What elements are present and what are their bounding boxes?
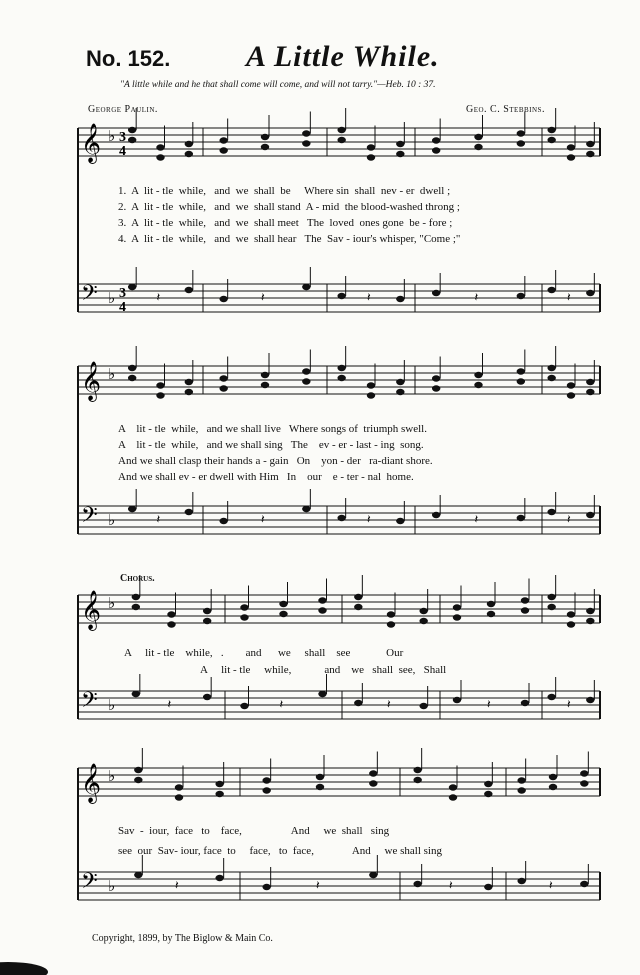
- notehead: [302, 140, 310, 146]
- notehead: [316, 774, 324, 780]
- composer-credit: Geo. C. Stebbins.: [466, 104, 545, 115]
- notehead: [261, 144, 269, 150]
- notehead: [156, 392, 164, 398]
- notehead: [567, 144, 575, 150]
- notehead: [396, 518, 404, 524]
- notehead: [132, 604, 140, 610]
- notehead: [567, 382, 575, 388]
- notehead: [134, 872, 142, 878]
- notehead: [419, 608, 427, 614]
- verse-1-line-1: 1. A lit - tle while, and we shall be Where sin shall nev - er dwell ;: [118, 185, 451, 197]
- notehead: [586, 618, 594, 624]
- notehead: [517, 293, 525, 299]
- key-flat: ♭: [108, 594, 116, 612]
- notehead: [203, 608, 211, 614]
- notehead: [586, 379, 594, 385]
- notehead: [337, 127, 345, 133]
- notehead: [219, 296, 227, 302]
- rest: 𝄽: [474, 290, 479, 304]
- notehead: [128, 284, 136, 290]
- chorus-lyric-1-bass: A lit - tle while, and we shall see, Shall: [200, 664, 447, 676]
- notehead: [337, 365, 345, 371]
- verse-3-line-2: And we shall clasp their hands a - gain On yon - der ra-diant shore.: [118, 455, 433, 467]
- notehead: [567, 392, 575, 398]
- notehead: [453, 614, 461, 620]
- notehead: [302, 284, 310, 290]
- notehead: [185, 379, 193, 385]
- bass-clef: 𝄢: [81, 281, 98, 311]
- notehead: [396, 296, 404, 302]
- notehead: [547, 509, 555, 515]
- verse-4-line-2: And we shall ev - er dwell with Him In our e - ter - nal home.: [118, 471, 414, 483]
- notehead: [487, 611, 495, 617]
- notehead: [432, 137, 440, 143]
- notehead: [262, 884, 270, 890]
- bass-clef: 𝄢: [81, 688, 98, 718]
- treble-clef: 𝄞: [81, 361, 102, 401]
- notehead: [517, 378, 525, 384]
- notehead: [586, 141, 594, 147]
- notehead: [167, 611, 175, 617]
- notehead: [396, 151, 404, 157]
- notehead: [580, 881, 588, 887]
- notehead: [261, 382, 269, 388]
- notehead: [413, 881, 421, 887]
- notehead: [240, 604, 248, 610]
- chorus-lyric-1-soprano: A lit - tle while, . and we shall see Our: [124, 647, 404, 659]
- notehead: [487, 601, 495, 607]
- treble-clef: 𝄞: [81, 123, 102, 163]
- notehead: [547, 604, 555, 610]
- verse-1-line-2: A lit - tle while, and we shall live Where songs of triumph swell.: [118, 423, 427, 435]
- notehead: [175, 784, 183, 790]
- lyricist-credit: George Paulin.: [88, 104, 158, 115]
- notehead: [302, 130, 310, 136]
- notehead: [387, 611, 395, 617]
- rest: 𝄽: [367, 290, 371, 304]
- notehead: [369, 770, 377, 776]
- notehead: [586, 290, 594, 296]
- time-signature: 4: [119, 300, 126, 315]
- notehead: [367, 392, 375, 398]
- notehead: [185, 389, 193, 395]
- notehead: [279, 611, 287, 617]
- treble-clef: 𝄞: [81, 763, 102, 803]
- notehead: [318, 607, 326, 613]
- notehead: [387, 621, 395, 627]
- notehead: [132, 594, 140, 600]
- notehead: [156, 144, 164, 150]
- rest: 𝄽: [387, 697, 391, 711]
- verse-2-line-2: A lit - tle while, and we shall sing The ev - er - last - ing song.: [118, 439, 424, 451]
- notehead: [449, 784, 457, 790]
- scripture-epigraph: "A little while and he that shall come will come, and will not tarry."—Heb. 10 : 37.: [120, 80, 436, 90]
- notehead: [547, 127, 555, 133]
- notehead: [517, 130, 525, 136]
- notehead: [586, 697, 594, 703]
- notehead: [521, 700, 529, 706]
- notehead: [396, 379, 404, 385]
- notehead: [337, 137, 345, 143]
- notehead: [240, 703, 248, 709]
- notehead: [219, 147, 227, 153]
- notehead: [517, 515, 525, 521]
- notehead: [134, 767, 142, 773]
- notehead: [517, 368, 525, 374]
- notehead: [549, 784, 557, 790]
- notehead: [215, 791, 223, 797]
- notehead: [156, 154, 164, 160]
- notehead: [517, 787, 525, 793]
- rest: 𝄽: [175, 878, 179, 892]
- notehead: [453, 697, 461, 703]
- notehead: [547, 365, 555, 371]
- notehead: [203, 618, 211, 624]
- notehead: [219, 385, 227, 391]
- notehead: [261, 134, 269, 140]
- notehead: [185, 287, 193, 293]
- rest: 𝄽: [167, 697, 172, 711]
- notehead: [432, 290, 440, 296]
- notehead: [547, 137, 555, 143]
- time-signature: 3: [119, 130, 126, 145]
- rest: 𝄽: [156, 512, 161, 526]
- notehead: [413, 777, 421, 783]
- notehead: [419, 618, 427, 624]
- notehead: [219, 375, 227, 381]
- notehead: [134, 777, 142, 783]
- notehead: [367, 382, 375, 388]
- notehead: [128, 127, 136, 133]
- notehead: [484, 791, 492, 797]
- notehead: [517, 140, 525, 146]
- notehead: [167, 621, 175, 627]
- notehead: [203, 694, 211, 700]
- notehead: [432, 512, 440, 518]
- treble-clef: 𝄞: [81, 590, 102, 630]
- notehead: [474, 144, 482, 150]
- rest: 𝄽: [549, 878, 553, 892]
- notehead: [128, 137, 136, 143]
- key-flat: ♭: [108, 696, 116, 714]
- notehead: [128, 365, 136, 371]
- notehead: [419, 703, 427, 709]
- notehead: [547, 694, 555, 700]
- chorus-label: Chorus.: [120, 573, 155, 584]
- notehead: [367, 144, 375, 150]
- notehead: [354, 700, 362, 706]
- notehead: [337, 375, 345, 381]
- rest: 𝄽: [567, 697, 571, 711]
- notehead: [586, 512, 594, 518]
- notehead: [302, 368, 310, 374]
- notehead: [302, 378, 310, 384]
- notehead: [128, 375, 136, 381]
- notehead: [484, 781, 492, 787]
- notehead: [586, 389, 594, 395]
- notehead: [567, 154, 575, 160]
- key-flat: ♭: [108, 767, 116, 785]
- notehead: [547, 375, 555, 381]
- hymn-number: No. 152.: [86, 46, 171, 71]
- notehead: [580, 780, 588, 786]
- notehead: [474, 134, 482, 140]
- notehead: [547, 594, 555, 600]
- notehead: [517, 777, 525, 783]
- notehead: [156, 382, 164, 388]
- notehead: [185, 141, 193, 147]
- notehead: [453, 604, 461, 610]
- notehead: [586, 608, 594, 614]
- notehead: [354, 594, 362, 600]
- notehead: [185, 151, 193, 157]
- notehead: [318, 691, 326, 697]
- chorus-lyric-2-bass: see our Sav- iour, face to face, to face, And we shall sing: [118, 845, 442, 857]
- key-flat: ♭: [108, 511, 116, 529]
- notehead: [521, 607, 529, 613]
- bass-clef: 𝄢: [81, 503, 98, 533]
- notehead: [547, 287, 555, 293]
- notehead: [474, 382, 482, 388]
- key-flat: ♭: [108, 289, 116, 307]
- verse-4-line-1: 4. A lit - tle while, and we shall hear The Sav - iour's whisper, "Come ;": [118, 233, 461, 245]
- rest: 𝄽: [279, 697, 284, 711]
- rest: 𝄽: [261, 290, 265, 304]
- notehead: [279, 601, 287, 607]
- key-flat: ♭: [108, 877, 116, 895]
- bass-clef: 𝄢: [81, 869, 98, 899]
- notehead: [432, 147, 440, 153]
- notehead: [432, 375, 440, 381]
- rest: 𝄽: [487, 697, 491, 711]
- notehead: [580, 770, 588, 776]
- rest: 𝄽: [474, 512, 479, 526]
- time-signature: 4: [119, 144, 126, 159]
- notehead: [369, 780, 377, 786]
- verse-3-line-1: 3. A lit - tle while, and we shall meet The loved ones gone be - fore ;: [118, 217, 453, 229]
- notehead: [262, 777, 270, 783]
- rest: 𝄽: [156, 290, 161, 304]
- notehead: [318, 597, 326, 603]
- rest: 𝄽: [367, 512, 371, 526]
- notehead: [484, 884, 492, 890]
- notehead: [185, 509, 193, 515]
- rest: 𝄽: [567, 290, 571, 304]
- notehead: [449, 794, 457, 800]
- notehead: [521, 597, 529, 603]
- key-flat: ♭: [108, 127, 116, 145]
- notehead: [517, 878, 525, 884]
- notehead: [219, 137, 227, 143]
- time-signature: 3: [119, 286, 126, 301]
- notehead: [132, 691, 140, 697]
- notehead: [396, 141, 404, 147]
- rest: 𝄽: [316, 878, 320, 892]
- notehead: [396, 389, 404, 395]
- copyright-notice: Copyright, 1899, by The Biglow & Main Co.: [92, 933, 273, 944]
- chorus-lyric-2-soprano: Sav - iour, face to face, And we shall sing: [118, 825, 390, 837]
- notehead: [128, 506, 136, 512]
- notehead: [549, 774, 557, 780]
- notehead: [369, 872, 377, 878]
- notehead: [175, 794, 183, 800]
- notehead: [367, 154, 375, 160]
- notehead: [261, 372, 269, 378]
- notehead: [567, 621, 575, 627]
- notehead: [474, 372, 482, 378]
- notehead: [567, 611, 575, 617]
- notehead: [262, 787, 270, 793]
- notehead: [413, 767, 421, 773]
- notehead: [215, 875, 223, 881]
- notehead: [302, 506, 310, 512]
- notehead: [432, 385, 440, 391]
- notehead: [586, 151, 594, 157]
- notehead: [219, 518, 227, 524]
- notehead: [316, 784, 324, 790]
- notehead: [215, 781, 223, 787]
- hymn-title: A Little While.: [246, 40, 440, 73]
- key-flat: ♭: [108, 365, 116, 383]
- verse-2-line-1: 2. A lit - tle while, and we shall stand A - mid the blood-washed throng ;: [118, 201, 460, 213]
- rest: 𝄽: [261, 512, 265, 526]
- notehead: [337, 515, 345, 521]
- rest: 𝄽: [449, 878, 453, 892]
- rest: 𝄽: [567, 512, 571, 526]
- page-corner-mark: [0, 962, 48, 975]
- notehead: [337, 293, 345, 299]
- notehead: [354, 604, 362, 610]
- notehead: [240, 614, 248, 620]
